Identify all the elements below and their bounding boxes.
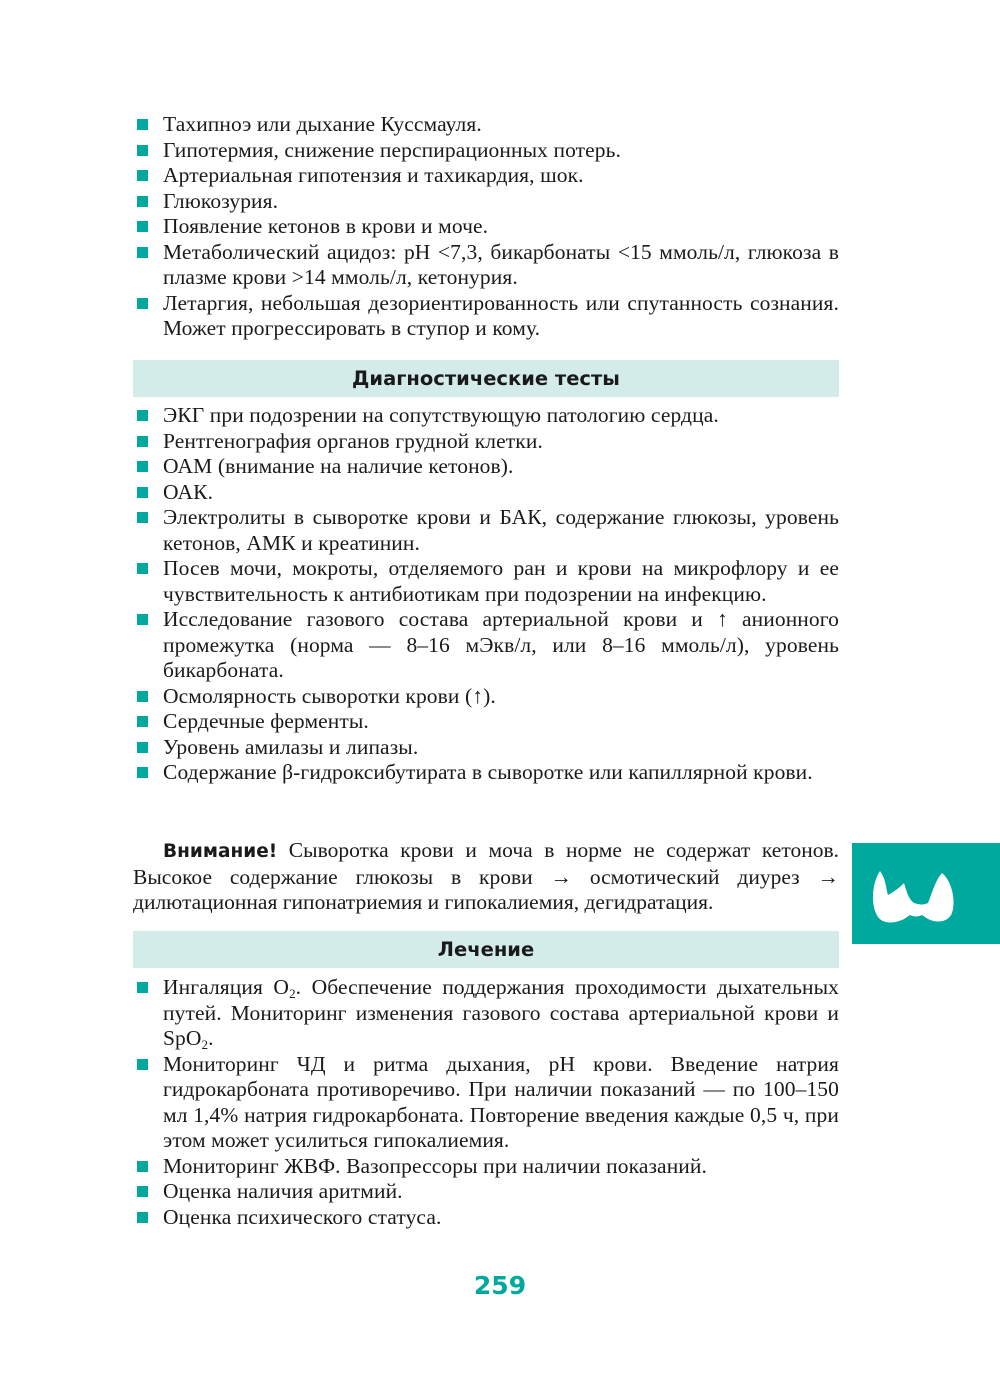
- list-item: Глюкозурия.: [133, 189, 839, 215]
- list-item: Рентгенография органов грудной клетки.: [133, 429, 839, 455]
- bullet-square-icon: [137, 461, 148, 472]
- section-heading-diagnostic-tests: Диагностические тесты: [133, 360, 839, 397]
- page-number: 259: [473, 1271, 527, 1300]
- list-item: Осмолярность сыворотки крови (↑).: [133, 684, 839, 710]
- list-item: Ингаляция $O_2$. Обеспечение поддержания проходимости дыхательных путей. Мониторинг изменения газового состава артериальной крови и SpO$_2$.: [133, 975, 839, 1052]
- bullet-square-icon: [137, 716, 148, 727]
- list-item: Мониторинг ЖВФ. Вазопрессоры при наличии показаний.: [133, 1154, 839, 1180]
- attention-label: Внимание!: [163, 841, 278, 862]
- bullet-square-icon: [137, 247, 148, 258]
- bullet-square-icon: [137, 487, 148, 498]
- list-item: ОАК.: [133, 480, 839, 506]
- treatment-section: [133, 975, 839, 1230]
- bullet-square-icon: [137, 410, 148, 421]
- list-item: Оценка наличия аритмий.: [133, 1179, 839, 1205]
- bullet-square-icon: [137, 1059, 148, 1070]
- attention-note: [133, 838, 839, 916]
- symptoms-section: [133, 112, 839, 342]
- list-item: Метаболический ацидоз: рН <7,3, бикарбонаты <15 ммоль/л, глюкоза в плазме крови >14 ммоль/л, кетонурия.: [133, 240, 839, 291]
- bullet-square-icon: [137, 691, 148, 702]
- symptoms-list: [133, 112, 839, 342]
- bullet-square-icon: [137, 1161, 148, 1172]
- bullet-square-icon: [137, 1186, 148, 1197]
- bullet-square-icon: [137, 1212, 148, 1223]
- bullet-square-icon: [137, 145, 148, 156]
- list-item: Исследование газового состава артериальной крови и ↑ анионного промежутка (норма — 8–16 мЭкв/л, или 8–16 ммоль/л), уровень бикарбоната.: [133, 607, 839, 684]
- list-item: Уровень амилазы и липазы.: [133, 735, 839, 761]
- bullet-square-icon: [137, 196, 148, 207]
- bullet-square-icon: [137, 119, 148, 130]
- list-item: Тахипноэ или дыхание Куссмауля.: [133, 112, 839, 138]
- bullet-square-icon: [137, 563, 148, 574]
- list-item: ОАМ (внимание на наличие кетонов).: [133, 454, 839, 480]
- list-item: Оценка психического статуса.: [133, 1205, 839, 1231]
- bullet-square-icon: [137, 512, 148, 523]
- list-item: Сердечные ферменты.: [133, 709, 839, 735]
- bullet-square-icon: [137, 170, 148, 181]
- tests-list: [133, 403, 839, 786]
- bullet-square-icon: [137, 614, 148, 625]
- bullet-square-icon: [137, 298, 148, 309]
- attention-text: Сыворотка крови и моча в норме не содержат кетонов. Высокое содержание глюкозы в крови → осмотический диурез → дилютационная гипонатриемия и гипокалиемия, дегидратация.: [133, 838, 839, 914]
- list-item: Электролиты в сыворотке крови и БАК, содержание глюкозы, уровень кетонов, АМК и креатинин.: [133, 505, 839, 556]
- list-item: ЭКГ при подозрении на сопутствующую патологию сердца.: [133, 403, 839, 429]
- tests-section: [133, 403, 839, 786]
- bullet-square-icon: [137, 436, 148, 447]
- list-item: Появление кетонов в крови и моче.: [133, 214, 839, 240]
- bullet-square-icon: [137, 221, 148, 232]
- bullet-square-icon: [137, 767, 148, 778]
- bullet-square-icon: [137, 982, 148, 993]
- list-item: Артериальная гипотензия и тахикардия, шок.: [133, 163, 839, 189]
- bullet-square-icon: [137, 742, 148, 753]
- chapter-side-tab: [852, 843, 1000, 944]
- list-item: Мониторинг ЧД и ритма дыхания, pH крови. Введение натрия гидрокарбоната противоречиво. При наличии показаний — по 100–150 мл 1,4% натрия гидрокарбоната. Повторение введения каждые 0,5 ч, при этом может усилиться гипокалиемия.: [133, 1052, 839, 1154]
- section-heading-treatment: Лечение: [133, 931, 839, 968]
- list-item: Посев мочи, мокроты, отделяемого ран и крови на микрофлору и ее чувствительность к антибиотикам при подозрении на инфекцию.: [133, 556, 839, 607]
- list-item: Содержание β-гидроксибутирата в сыворотке или капиллярной крови.: [133, 760, 839, 786]
- treatment-list: [133, 975, 839, 1230]
- list-item: Летаргия, небольшая дезориентированность или спутанность сознания. Может прогрессировать в ступор и кому.: [133, 291, 839, 342]
- list-item: Гипотермия, снижение перспирационных потерь.: [133, 138, 839, 164]
- thyroid-gland-icon: [852, 843, 1000, 944]
